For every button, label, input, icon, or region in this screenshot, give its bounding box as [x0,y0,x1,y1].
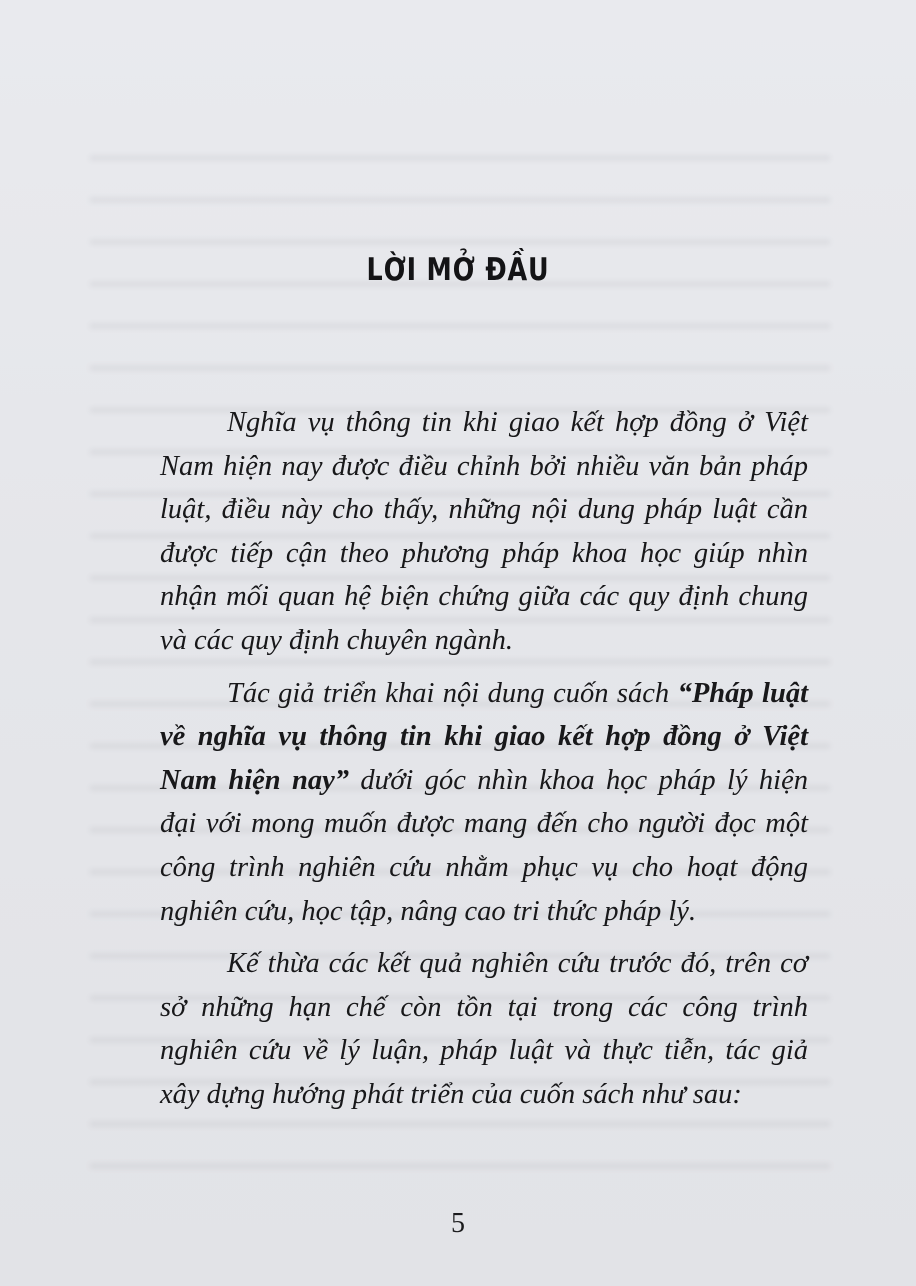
page-heading: LỜI MỞ ĐẦU [366,252,550,288]
paragraph-3: Kế thừa các kết quả nghiên cứu trước đó, trên cơ sở những hạn chế còn tồn tại trong các công trình nghiên cứu về lý luận, pháp luật và thực tiễn, tác giả xây dựng hướng phát triển của cuốn sách như sau: [160,948,808,1110]
body-text [160,401,808,1117]
paragraph-2-rest: dưới góc nhìn khoa học pháp lý hiện đại với mong muốn được mang đến cho người đọc một công trình nghiên cứu nhằm phục vụ cho hoạt động nghiên cứu, học tập, nâng cao tri thức pháp lý. [160,764,808,927]
book-title: “Pháp luật về nghĩa vụ thông tin khi giao kết hợp đồng ở Việt Nam hiện nay” [160,677,808,796]
paragraph-1: Nghĩa vụ thông tin khi giao kết hợp đồng ở Việt Nam hiện nay được điều chỉnh bởi nhiều văn bản pháp luật, điều này cho thấy, những nội dung pháp luật cần được tiếp cận theo phương pháp khoa học giúp nhìn nhận mối quan hệ biện chứng giữa các quy định chung và các quy định chuyên ngành. [160,407,808,656]
paragraph-2-lead: Tác giả triển khai nội dung cuốn sách [227,677,678,709]
page-number: 5 [451,1208,465,1239]
paragraph-2 [160,672,808,934]
